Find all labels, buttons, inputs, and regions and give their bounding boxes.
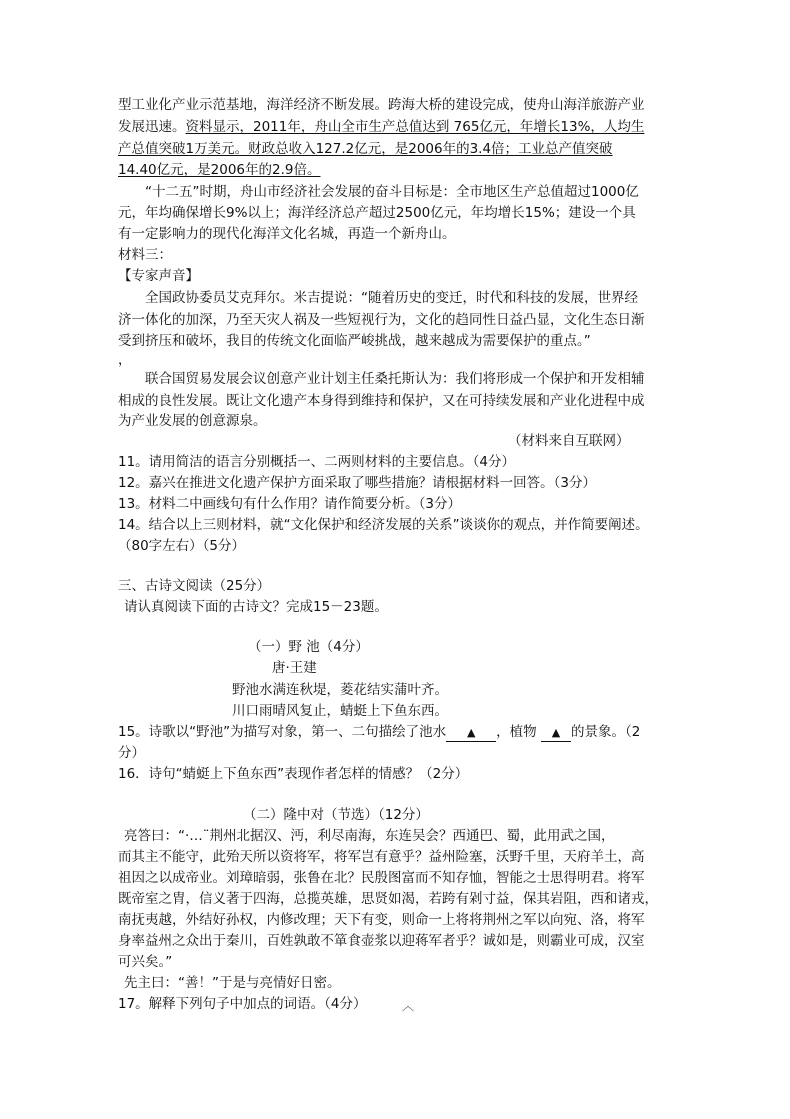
prose-line8: 先主曰：“善！”于是与亮情好日密。 (124, 975, 341, 991)
question-15-part3: 的景象。（2 (570, 724, 641, 740)
poem-title: （一）野 池（4分） (248, 639, 369, 655)
section3-title: 三、古诗文阅读（25分） (118, 578, 271, 594)
prose-line6: 身率益州之众出于秦川，百姓孰敢不箪食壶浆以迎蒋军者乎？诚如是，则霸业可成，汉室 (118, 933, 645, 949)
material3-p1-line3: 受到挤压和破坏，我目的传统文化面临严峻挑战，越来越成为需要保护的重点。” (118, 333, 591, 349)
section3-intro: 请认真阅读下面的古诗文？完成15－23题。 (124, 599, 388, 615)
poem-author: 唐·王建 (272, 660, 317, 676)
question-15-part2: ，植物 (496, 724, 541, 740)
material3-p2-line1: 联合国贸易发展会议创意产业计划主任桑托斯认为：我们将形成一个保护和开发相辅 (145, 371, 645, 387)
blank-triangle-icon: ▲ (551, 726, 561, 739)
answer-blank-1[interactable] (446, 724, 496, 742)
material2-line3: 产总值突破1万美元。财政总收入127.2亿元，是2006年的3.4倍；工业总产值突破 (118, 141, 613, 157)
poem-line1: 野池水满连秋堤，菱花结实蒲叶齐。 (232, 682, 448, 698)
answer-blank-2[interactable] (541, 724, 571, 742)
question-16: 16．诗句“蜻蜓上下鱼东西”表现作者怎样的情感？（2分） (118, 766, 469, 782)
question-17: 17。解释下列句子中加点的词语。（4分） (118, 996, 367, 1012)
material2-line2-start: 发展迅速。 (118, 119, 186, 135)
prose-line7: 可兴矣。” (118, 954, 173, 970)
material3-p2-line3: 为产业发展的创意源泉。 (118, 413, 267, 429)
material3-p1-line1: 全国政协委员艾克拜尔。米吉提说：“随着历史的变迁，时代和科技的发展，世界经 (145, 290, 638, 306)
prose-line2: 而其主不能守，此殆天所以资将军，将军岂有意乎？益州险塞，沃野千里，天府羊土，高 (118, 849, 645, 865)
material3-p1-line2: 济一体化的加深，乃至天灾人祸及一些短视行为，文化的趋同性日益凸显，文化生态日渐 (118, 312, 645, 328)
material2-line1: 型工业化产业示范基地，海洋经济不断发展。跨海大桥的建设完成，使舟山海洋旅游产业 (118, 97, 645, 113)
question-14-line2: （80字左右）（5分） (118, 538, 246, 554)
material2-line4 (118, 160, 320, 181)
material2-line6: 元，年均确保增长9%以上；海洋经济总产超过2500亿元，年均增长15%；建设一个具 (118, 205, 636, 221)
material2-underlined-sentence: 资料显示，2011年，舟山全市生产总值达到 765亿元，年增长13%，人均生 (185, 119, 645, 135)
stray-comma: ， (118, 352, 132, 368)
prose-line3: 祖因之以成帝业。刘璋暗弱，张鲁在北？民殷图富而不知存恤，智能之士思得明君。将军 (118, 870, 645, 886)
question-12: 12。嘉兴在推进文化遗产保护方面采取了哪些措施？请根据材料一回答。（3分） (118, 475, 597, 491)
question-14-line1: 14。结合以上三则材料，就“文化保护和经济发展的关系”谈谈你的观点，并作简要阐述。 (118, 517, 649, 533)
material2-line7: 有一定影响力的现代化海洋文化名城，再造一个新舟山。 (118, 226, 456, 242)
question-15-line2: 分） (118, 745, 145, 761)
question-15-line1 (118, 722, 640, 743)
blank-triangle-icon: ▲ (466, 726, 476, 739)
material2-underlined-end: 14.40亿元，是2006年的2.9倍。 (118, 162, 321, 178)
material2-line5: “十二五”时期，舟山市经济社会发展的奋斗目标是：全市地区生产总值超过1000亿 (145, 184, 639, 200)
material3-p2-line2: 相成的良性发展。既让文化遗产本身得到维持和保护，又在可持续发展和产业化进程中成 (118, 393, 645, 409)
question-13: 13。材料二中画线句有什么作用？请作简要分析。（3分） (118, 496, 462, 512)
material2-line2 (118, 117, 644, 138)
stray-caret-mark: ︿ (402, 999, 415, 1013)
poem-line2: 川口雨晴风复止，蜻蜓上下鱼东西。 (232, 703, 448, 719)
material3-heading: 材料三： (118, 247, 172, 263)
prose-title: （二）隆中对（节选）（12分） (243, 807, 429, 823)
prose-line5: 南抚夷越，外结好孙权，内修改理；天下有变，则命一上将将荆州之军以向宛、洛，将军 (118, 912, 645, 928)
question-11: 11。请用简洁的语言分别概括一、二两则材料的主要信息。（4分） (118, 454, 516, 470)
question-15-part1: 15。诗歌以“野池”为描写对象，第一、二句描绘了池水 (118, 724, 447, 740)
prose-line4: 既帝室之胄，信义著于四海，总揽英雄，思贤如渴，若跨有剁寸益，保其岩阻，西和诸戎， (118, 891, 658, 907)
material-source: （材料来自互联网） (508, 433, 630, 449)
expert-voice-heading: 【专家声音】 (118, 268, 199, 284)
prose-line1: 亮答曰：“·…¨荆州北据汉、沔，利尽南海，东连吴会？西通巴、蜀，此用武之国， (124, 828, 615, 844)
